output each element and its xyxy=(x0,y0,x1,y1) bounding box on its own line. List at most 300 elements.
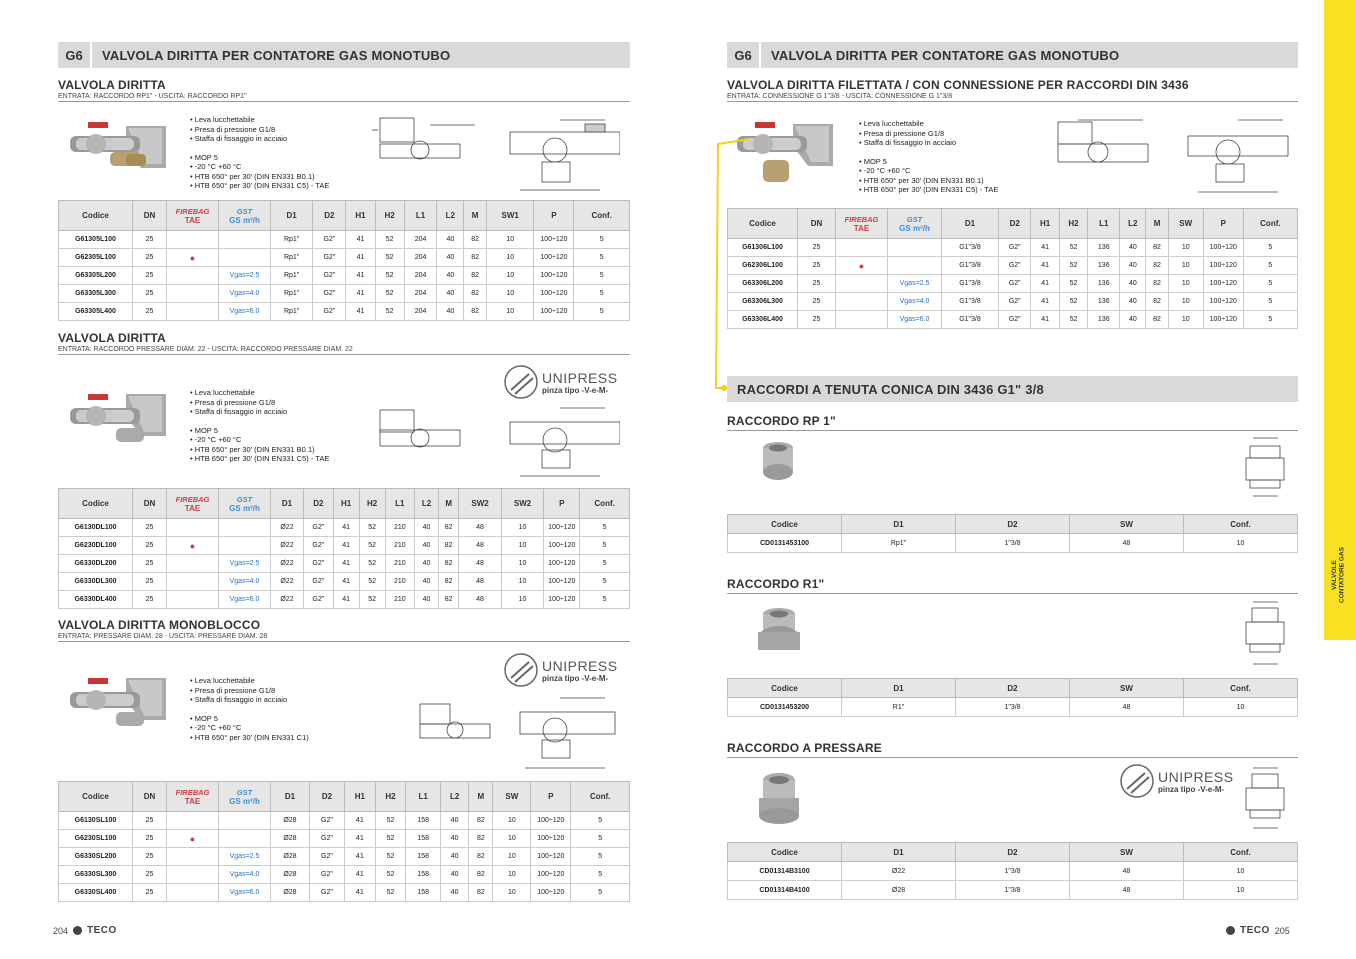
feature-list: • Leva lucchettabile • Presa di pressione G1/8 • Staffa di fissaggio in acciaio • MOP 5 • -20 °C +60 °C • HTB 650° per 30' (DIN EN331 B0.1) • HTB 650° per 30' (DIN EN331 C5) - TAE xyxy=(859,119,999,194)
table-cell: 52 xyxy=(375,866,406,884)
table-cell: 40 xyxy=(1120,239,1146,257)
table-cell xyxy=(167,848,219,866)
table-cell: 82 xyxy=(464,303,487,321)
product-code: G6230DL100 xyxy=(59,537,133,555)
table-cell: 40 xyxy=(1120,275,1146,293)
table-cell: Rp1" xyxy=(271,303,313,321)
table-cell: 10 xyxy=(1168,293,1203,311)
vgas-value: Vgas=6.0 xyxy=(229,889,260,896)
table-cell: 52 xyxy=(359,573,385,591)
table-cell: 100÷120 xyxy=(544,573,580,591)
table-cell: 5 xyxy=(580,519,630,537)
table-cell: G2" xyxy=(313,231,346,249)
table-cell: 25 xyxy=(133,285,167,303)
table-cell: Ø22 xyxy=(271,573,304,591)
table-cell: 5 xyxy=(574,303,630,321)
table-cell xyxy=(219,573,271,591)
table-cell: 100÷120 xyxy=(534,303,574,321)
table-cell: 48 xyxy=(459,519,501,537)
teco-logo-icon xyxy=(1226,926,1235,935)
table-cell: 41 xyxy=(344,812,375,830)
table-cell: 100÷120 xyxy=(544,519,580,537)
table-cell xyxy=(219,537,271,555)
table-cell: 82 xyxy=(438,591,458,609)
table-cell: 52 xyxy=(1059,311,1087,329)
table-cell: 52 xyxy=(359,555,385,573)
table-cell: 40 xyxy=(415,555,439,573)
table-cell: 41 xyxy=(344,884,375,902)
table-cell: 48 xyxy=(1070,862,1184,881)
brand-logo: TECO xyxy=(1240,925,1270,936)
table-cell: 82 xyxy=(438,519,458,537)
table-cell: 5 xyxy=(1243,311,1297,329)
table-cell: Ø22 xyxy=(271,591,304,609)
product-code: G6330SL200 xyxy=(59,848,133,866)
feature-list: • Leva lucchettabile • Presa di pressione G1/8 • Staffa di fissaggio in acciaio • MOP 5 • -20 °C +60 °C • HTB 650° per 30' (DIN EN331 C1) xyxy=(190,676,309,742)
table-cell: Ø28 xyxy=(842,881,956,900)
table-cell: 5 xyxy=(580,555,630,573)
table-cell: 10 xyxy=(493,884,531,902)
table-cell xyxy=(167,830,219,848)
table-row xyxy=(728,257,1298,275)
table-cell: 41 xyxy=(333,573,359,591)
valve-photo xyxy=(66,118,176,180)
table-cell xyxy=(888,275,942,293)
table-cell xyxy=(167,812,219,830)
table-cell: Ø22 xyxy=(271,519,304,537)
table-cell: 82 xyxy=(469,812,493,830)
right-page xyxy=(678,0,1356,959)
table-cell: 40 xyxy=(437,303,464,321)
table-cell: 10 xyxy=(493,866,531,884)
table-cell: 25 xyxy=(133,537,167,555)
table-cell: 25 xyxy=(133,573,167,591)
table-cell: 40 xyxy=(437,231,464,249)
dot-icon: ● xyxy=(189,833,196,844)
table-cell: 210 xyxy=(385,573,414,591)
table-cell: 100÷120 xyxy=(1203,257,1243,275)
table-cell: 10 xyxy=(1184,862,1298,881)
page-number: 205 xyxy=(1274,925,1290,936)
vgas-value: Vgas=2.5 xyxy=(899,280,930,287)
table-cell xyxy=(219,231,271,249)
table-cell: 5 xyxy=(571,830,630,848)
table-cell: 40 xyxy=(415,573,439,591)
table-cell: G2" xyxy=(313,267,346,285)
table-cell: 48 xyxy=(459,591,501,609)
table-cell: 41 xyxy=(333,555,359,573)
table-cell: 10 xyxy=(501,573,543,591)
product-code: G63306L200 xyxy=(728,275,798,293)
table-cell: G1"3/8 xyxy=(942,293,999,311)
table-cell: 1"3/8 xyxy=(956,534,1070,553)
table-cell: 82 xyxy=(469,866,493,884)
product-code: G63305L400 xyxy=(59,303,133,321)
table-cell: 25 xyxy=(798,257,836,275)
table-cell: 100÷120 xyxy=(534,285,574,303)
table-cell: 82 xyxy=(438,573,458,591)
table-cell: 52 xyxy=(375,830,406,848)
table-row xyxy=(59,537,630,555)
table-cell: 40 xyxy=(1120,257,1146,275)
table-cell: 10 xyxy=(1168,275,1203,293)
table-cell: 40 xyxy=(441,812,469,830)
table-cell: 40 xyxy=(437,285,464,303)
teco-logo-icon xyxy=(73,926,82,935)
table-cell: 40 xyxy=(415,591,439,609)
product-code: G6130DL100 xyxy=(59,519,133,537)
table-cell: Rp1" xyxy=(271,285,313,303)
unipress-icon xyxy=(1119,763,1155,799)
table-cell: 5 xyxy=(574,267,630,285)
firebag-logo: FIREBAG TAE xyxy=(836,209,888,239)
table-cell xyxy=(219,884,271,902)
table-cell: 158 xyxy=(406,830,441,848)
product-code: G62306L100 xyxy=(728,257,798,275)
table-cell: 25 xyxy=(133,519,167,537)
table-cell xyxy=(219,285,271,303)
table-cell: G2" xyxy=(303,573,333,591)
table-row xyxy=(59,866,630,884)
table-cell: 41 xyxy=(346,249,375,267)
product-code: G63306L300 xyxy=(728,293,798,311)
table-cell: 5 xyxy=(580,537,630,555)
table-cell: 5 xyxy=(574,231,630,249)
table-cell: 52 xyxy=(375,285,404,303)
table-cell xyxy=(167,884,219,902)
unipress-icon xyxy=(503,364,539,400)
table-cell xyxy=(167,249,219,267)
table-cell: 5 xyxy=(571,866,630,884)
section-heading: VALVOLA DIRITTA FILETTATA / CON CONNESSIONE PER RACCORDI DIN 3436 ENTRATA: CONNESSIONE G 1"3/8 - USCITA: CONNESSIONE G 1"3/8 xyxy=(727,78,1298,102)
page-header: G6 VALVOLA DIRITTA PER CONTATORE GAS MONOTUBO xyxy=(727,42,1298,68)
table-cell: 210 xyxy=(385,519,414,537)
side-tab-label: VALVOLE CONTATORE GAS xyxy=(1331,547,1346,603)
table-cell xyxy=(836,293,888,311)
table-cell: 82 xyxy=(1146,275,1168,293)
vgas-value: Vgas=6.0 xyxy=(899,316,930,323)
section-code: G6 xyxy=(58,42,92,68)
raccordi-header: RACCORDI A TENUTA CONICA DIN 3436 G1" 3/8 xyxy=(727,376,1298,402)
table-cell: 48 xyxy=(1070,698,1184,717)
table-cell: 82 xyxy=(438,537,458,555)
table-cell: 40 xyxy=(415,519,439,537)
table-cell: 52 xyxy=(375,267,404,285)
table-cell: 100÷120 xyxy=(531,884,571,902)
table-cell: 25 xyxy=(133,830,167,848)
table-cell: 52 xyxy=(359,519,385,537)
table-cell: 158 xyxy=(406,866,441,884)
product-code: G62305L100 xyxy=(59,249,133,267)
product-code: G63306L400 xyxy=(728,311,798,329)
table-cell: 52 xyxy=(375,249,404,267)
table-cell: 48 xyxy=(1070,881,1184,900)
side-tab xyxy=(1324,0,1356,640)
table-cell: 10 xyxy=(501,555,543,573)
table-cell: 48 xyxy=(459,555,501,573)
firebag-logo: FIREBAG TAE xyxy=(167,782,219,812)
table-cell: 10 xyxy=(1184,881,1298,900)
table-row xyxy=(59,591,630,609)
product-code: G63305L300 xyxy=(59,285,133,303)
table-cell: 52 xyxy=(1059,275,1087,293)
fitting-photo xyxy=(756,604,802,664)
table-cell: 52 xyxy=(359,537,385,555)
table-cell: 48 xyxy=(1070,534,1184,553)
table-row xyxy=(59,267,630,285)
table-cell xyxy=(888,257,942,275)
table-cell xyxy=(219,555,271,573)
table-cell: 82 xyxy=(1146,311,1168,329)
product-code: G61306L100 xyxy=(728,239,798,257)
table-cell: 10 xyxy=(486,231,533,249)
table-cell: G2" xyxy=(313,249,346,267)
table-cell: G2" xyxy=(313,303,346,321)
page-footer xyxy=(1226,925,1290,936)
table-cell xyxy=(219,591,271,609)
table-cell: G1"3/8 xyxy=(942,311,999,329)
table-cell: G2" xyxy=(309,812,344,830)
table-cell: 204 xyxy=(404,285,437,303)
table-row xyxy=(59,303,630,321)
unipress-icon xyxy=(503,652,539,688)
table-cell: 25 xyxy=(133,555,167,573)
valve-photo xyxy=(66,390,176,452)
feature-list: • Leva lucchettabile • Presa di pressione G1/8 • Staffa di fissaggio in acciaio • MOP 5 • -20 °C +60 °C • HTB 650° per 30' (DIN EN331 B0.1) • HTB 650° per 30' (DIN EN331 C5) - TAE xyxy=(190,388,330,463)
table-row xyxy=(728,275,1298,293)
table-cell: 25 xyxy=(133,249,167,267)
table-cell: 41 xyxy=(1031,293,1059,311)
table-cell xyxy=(888,239,942,257)
valve-photo xyxy=(66,674,176,736)
product-code: G6330SL300 xyxy=(59,866,133,884)
firebag-logo: FIREBAG TAE xyxy=(167,489,219,519)
table-cell xyxy=(888,293,942,311)
table-cell: 52 xyxy=(375,848,406,866)
product-code: CD01314B3100 xyxy=(728,862,842,881)
unipress-logo: UNIPRESS pinza tipo -V-e-M- xyxy=(503,652,618,688)
table-cell: 136 xyxy=(1088,257,1120,275)
product-code: G6330SL400 xyxy=(59,884,133,902)
table-cell: 25 xyxy=(133,231,167,249)
table-cell: 158 xyxy=(406,848,441,866)
table-cell: 100÷120 xyxy=(534,249,574,267)
table-cell: 100÷120 xyxy=(1203,239,1243,257)
table-cell xyxy=(836,311,888,329)
table-cell: 210 xyxy=(385,591,414,609)
product-code: G6230SL100 xyxy=(59,830,133,848)
table-cell: Ø22 xyxy=(271,537,304,555)
table-cell: 40 xyxy=(441,848,469,866)
table-cell: Rp1" xyxy=(271,231,313,249)
fitting-drawing xyxy=(1238,762,1293,834)
table-cell: 41 xyxy=(1031,311,1059,329)
table-cell: 100÷120 xyxy=(1203,311,1243,329)
table-cell xyxy=(219,267,271,285)
table-cell: Ø28 xyxy=(271,812,310,830)
vgas-value: Vgas=2.5 xyxy=(229,560,260,567)
table-cell: 41 xyxy=(346,303,375,321)
table-cell: 25 xyxy=(798,275,836,293)
vgas-value: Vgas=6.0 xyxy=(229,308,260,315)
product-code: CD0131453200 xyxy=(728,698,842,717)
table-cell xyxy=(219,866,271,884)
table-cell: 25 xyxy=(798,293,836,311)
table-cell: 10 xyxy=(493,848,531,866)
table-row xyxy=(59,884,630,902)
table-cell: 100÷120 xyxy=(531,866,571,884)
table-cell: Rp1" xyxy=(271,249,313,267)
table-cell: 82 xyxy=(464,249,487,267)
table-cell: 10 xyxy=(1184,698,1298,717)
table-cell xyxy=(167,555,219,573)
section-title: VALVOLA DIRITTA xyxy=(58,78,166,92)
table-cell xyxy=(888,311,942,329)
table-cell: 10 xyxy=(486,249,533,267)
table-cell: 52 xyxy=(1059,293,1087,311)
table-cell: G1"3/8 xyxy=(942,275,999,293)
table-cell: G2" xyxy=(303,591,333,609)
table-cell: 82 xyxy=(1146,293,1168,311)
table-row xyxy=(59,812,630,830)
page-title: VALVOLA DIRITTA PER CONTATORE GAS MONOTUBO xyxy=(102,47,451,63)
table-cell: 25 xyxy=(133,866,167,884)
product-code: G61305L100 xyxy=(59,231,133,249)
feature-list: • Leva lucchettabile • Presa di pressione G1/8 • Staffa di fissaggio in acciaio • MOP 5 • -20 °C +60 °C • HTB 650° per 30' (DIN EN331 B0.1) • HTB 650° per 30' (DIN EN331 C5) - TAE xyxy=(190,115,330,190)
technical-drawing xyxy=(400,690,620,772)
table-cell: 5 xyxy=(1243,275,1297,293)
table-cell: 48 xyxy=(459,537,501,555)
table-cell: 10 xyxy=(493,830,531,848)
technical-drawing xyxy=(370,400,620,482)
vgas-value: Vgas=6.0 xyxy=(229,596,260,603)
table-cell: G2" xyxy=(309,848,344,866)
table-cell: 41 xyxy=(333,537,359,555)
product-code: CD0131453100 xyxy=(728,534,842,553)
table-cell: 25 xyxy=(133,884,167,902)
table-cell: 136 xyxy=(1088,239,1120,257)
table-cell: G2" xyxy=(999,257,1031,275)
table-cell: G2" xyxy=(999,293,1031,311)
table-cell: 52 xyxy=(375,812,406,830)
table-cell: 5 xyxy=(1243,257,1297,275)
table-cell: 10 xyxy=(1168,239,1203,257)
vgas-value: Vgas=4.0 xyxy=(899,298,930,305)
table-cell: 82 xyxy=(438,555,458,573)
gst-logo: GST GS m³/h xyxy=(888,209,942,239)
vgas-value: Vgas=2.5 xyxy=(229,272,260,279)
fitting-drawing xyxy=(1238,596,1293,670)
table-row xyxy=(728,293,1298,311)
brand-logo: TECO xyxy=(87,925,117,936)
product-code: CD01314B4100 xyxy=(728,881,842,900)
section-heading: VALVOLA DIRITTA MONOBLOCCO ENTRATA: PRESSARE DIAM. 28 - USCITA: PRESSARE DIAM. 28 xyxy=(58,618,630,642)
spec-table: Codice DN FIREBAG TAE GST GS m³/h D1 D2 H1 H2 L1 L2 M SW1 P Conf. G61305L100 25 Rp1" G2" 41 52 204 40 82 10 100÷120 5 G62305L100 25 ● Rp1" G2" 41 52 204 40 82 10 100÷120 5 G63305L200 25 Vgas=2.5 Rp1" G2" 41 52 204 40 82 10 100÷120 5 G63305L300 25 Vgas=4.0 Rp1" G2" 41 52 204 40 82 10 100÷120 5 G63305L400 25 Vgas=6.0 Rp1" G2" 41 52 204 40 82 10 100÷120 5 xyxy=(58,200,630,321)
table-cell: G2" xyxy=(999,311,1031,329)
table-cell: Ø22 xyxy=(842,862,956,881)
table-cell: 5 xyxy=(1243,239,1297,257)
table-cell: 100÷120 xyxy=(1203,293,1243,311)
table-cell: 136 xyxy=(1088,275,1120,293)
table-cell: 1"3/8 xyxy=(956,881,1070,900)
vgas-value: Vgas=4.0 xyxy=(229,290,260,297)
table-cell: 158 xyxy=(406,812,441,830)
table-cell: 5 xyxy=(1243,293,1297,311)
spec-table: Codice DN FIREBAG TAE GST GS m³/h D1 D2 H1 H2 L1 L2 M SW P Conf. G6130SL100 25 Ø28 G2" 41 52 158 40 82 10 100÷120 5 G6230SL100 25 ● Ø28 G2" 41 52 158 40 82 10 100÷120 5 G6330SL200 25 Vgas=2.5 Ø28 G2" 41 52 158 40 82 10 100÷120 5 G6330SL300 25 Vgas=4.0 Ø28 G2" 41 52 158 40 82 10 100÷120 5 G6330SL400 25 Vgas=6.0 Ø28 G2" 41 52 158 40 82 10 100÷120 5 xyxy=(58,781,630,902)
fitting-photo xyxy=(758,438,798,488)
table-cell: 40 xyxy=(415,537,439,555)
table-cell xyxy=(219,848,271,866)
table-cell: 41 xyxy=(344,830,375,848)
table-cell: 10 xyxy=(486,303,533,321)
table-cell: 5 xyxy=(580,573,630,591)
table-cell: 210 xyxy=(385,555,414,573)
table-row xyxy=(728,534,1298,553)
table-cell: 10 xyxy=(493,812,531,830)
table-cell: 82 xyxy=(469,884,493,902)
fitting-table: Codice D1 D2 SW Conf. CD01314B3100 Ø22 1"3/8 48 10 CD01314B4100 Ø28 1"3/8 48 10 xyxy=(727,842,1298,900)
dot-icon: ● xyxy=(189,252,196,263)
table-cell xyxy=(167,573,219,591)
spec-table: Codice DN FIREBAG TAE GST GS m³/h D1 D2 H1 H2 L1 L2 M SW P Conf. G61306L100 25 G1"3/8 G2" 41 52 136 40 82 10 100÷120 5 G62306L100 25 ● G1"3/8 G2" 41 52 136 40 82 10 100÷120 5 G63306L200 25 Vgas=2.5 G1"3/8 G2" 41 52 136 40 82 10 100÷120 5 G63306L300 25 Vgas=4.0 G1"3/8 G2" 41 52 136 40 82 10 100÷120 5 G63306L400 25 Vgas=6.0 G1"3/8 G2" 41 52 136 40 82 10 100÷120 5 xyxy=(727,208,1298,329)
fitting-drawing xyxy=(1238,432,1293,502)
table-cell: 41 xyxy=(1031,275,1059,293)
table-cell: 5 xyxy=(574,249,630,267)
table-row xyxy=(59,830,630,848)
table-cell xyxy=(167,519,219,537)
table-cell: 25 xyxy=(133,848,167,866)
table-cell: 82 xyxy=(464,231,487,249)
table-cell: 204 xyxy=(404,231,437,249)
table-row xyxy=(59,231,630,249)
table-cell xyxy=(219,812,271,830)
table-cell: 82 xyxy=(469,830,493,848)
fitting-photo xyxy=(756,770,802,828)
technical-drawing xyxy=(1048,112,1298,200)
gst-logo: GST GS m³/h xyxy=(219,489,271,519)
product-code: G6330DL200 xyxy=(59,555,133,573)
page-number: 204 xyxy=(53,925,69,936)
table-cell xyxy=(219,519,271,537)
product-code: G6330DL400 xyxy=(59,591,133,609)
table-cell: 41 xyxy=(346,285,375,303)
table-cell: 5 xyxy=(571,812,630,830)
table-cell: 40 xyxy=(441,884,469,902)
table-cell: Ø28 xyxy=(271,866,310,884)
table-cell: Rp1" xyxy=(271,267,313,285)
table-cell: 204 xyxy=(404,267,437,285)
table-cell: 25 xyxy=(133,591,167,609)
table-row xyxy=(59,555,630,573)
gst-logo: GST GS m³/h xyxy=(219,782,271,812)
table-cell: G1"3/8 xyxy=(942,257,999,275)
table-cell: Ø22 xyxy=(271,555,304,573)
table-cell xyxy=(167,591,219,609)
table-cell xyxy=(167,231,219,249)
table-cell: 40 xyxy=(1120,311,1146,329)
table-cell: 41 xyxy=(1031,239,1059,257)
table-cell: 100÷120 xyxy=(531,830,571,848)
table-cell xyxy=(167,267,219,285)
table-cell: 41 xyxy=(333,519,359,537)
table-cell: G2" xyxy=(303,519,333,537)
table-cell: 25 xyxy=(798,311,836,329)
table-row xyxy=(728,881,1298,900)
table-cell: G1"3/8 xyxy=(942,239,999,257)
table-cell: G2" xyxy=(309,884,344,902)
technical-drawing xyxy=(370,110,620,198)
table-cell: 5 xyxy=(580,591,630,609)
